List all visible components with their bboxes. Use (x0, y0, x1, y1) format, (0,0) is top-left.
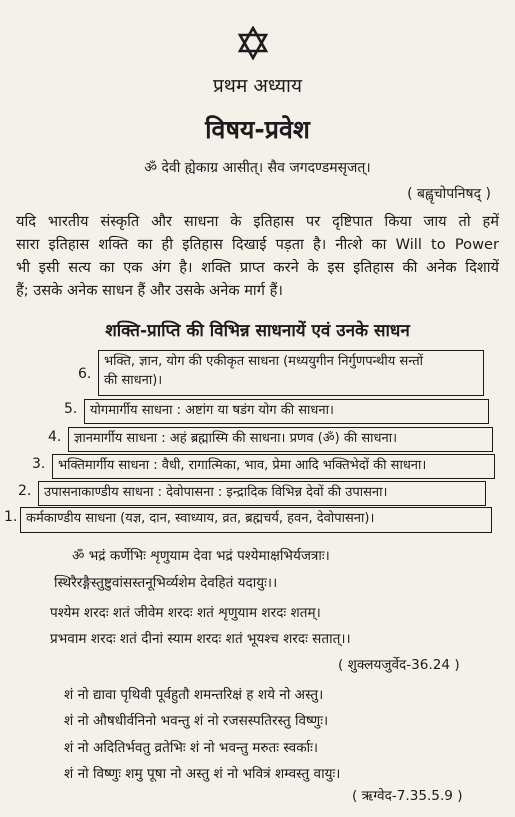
verse-line: शं नो द्यावा पृथिवी पूर्वहुतौ शमन्तरिक्षं ह शये नो अस्तु। (64, 687, 324, 703)
step-box (68, 427, 493, 452)
intro-line: यदि भारतीय संस्कृति और साधना के इतिहास पर दृष्टिपात किया जाय तो हमें (16, 213, 499, 230)
step-text: योगमार्गीय साधना : अष्टांग या षडंग योग की साधना। (90, 403, 334, 418)
verse-line: शं नो अदितिर्भवतु व्रतेभिः शं नो भवन्तु मरुतः स्वर्काः। (64, 740, 319, 756)
verse-line: प्रभवाम शरदः शतं दीनां स्याम शरदः शतं भूयश्च शरदः सतात्।। (50, 631, 351, 647)
verse-line: ॐ भद्रं कर्णेभिः शृणुयाम देवा भद्रं पश्येमाक्षभिर्यजत्राः। (72, 548, 330, 564)
step-text: भक्तिमार्गीय साधना : वैधी, रागात्मिका, भाव, प्रेमा आदि भक्तिभेदों की साधना। (58, 458, 427, 473)
intro-line: भी इसी सत्य का एक अंग है। शक्ति प्राप्त करने के इस इतिहास की अनेक दिशायें (16, 259, 499, 276)
page-title: विषय-प्रवेश (205, 115, 310, 144)
epigraph: ॐ देवी ह्येकाग्र आसीत्। सैव जगदण्डमसृजत्। (144, 160, 371, 176)
verse-source: ( शुक्लयजुर्वेद-36.24 ) (338, 657, 460, 673)
step-box (38, 481, 486, 506)
step-number: 4. (48, 429, 62, 445)
step-text: की साधना)। (104, 373, 163, 388)
intro-line: हैं; उसके अनेक साधन हैं और उसके अनेक मार्ग हैं। (16, 282, 283, 299)
intro-line: सारा इतिहास शक्ति का ही इतिहास दिखाई पड़ता है। नीत्शे का Will to Power (16, 236, 499, 253)
verse-line: पश्येम शरदः शतं जीवेम शरदः शतं शृणुयाम शरदः शतम्। (50, 605, 321, 621)
epigraph-source: ( बह्वृचोपनिषद् ) (407, 186, 491, 202)
step-text: उपासनाकाण्डीय साधना : देवोपासना : इन्द्रादिक विभिन्न देवों की उपासना। (44, 485, 388, 500)
step-number: 6. (78, 366, 92, 382)
step-text: भक्ति, ज्ञान, योग की एकीकृत साधना (मध्ययुगीन निर्गुणपन्थीय सन्तों (104, 354, 424, 369)
step-box (98, 350, 484, 396)
section-subheading: शक्ति-प्राप्ति की विभिन्न साधनायें एवं उनके साधन (105, 321, 410, 341)
step-number: 5. (64, 401, 78, 417)
intro-paragraph (16, 210, 499, 302)
step-number: 2. (18, 483, 32, 499)
verse-line: शं नो औषधीर्वनिनो भवन्तु शं नो रजसस्पतिरस्तु विष्णुः। (64, 713, 329, 729)
verse-line: शं नो विष्णुः शमु पूषा नो अस्तु शं नो भवित्रं शम्वस्तु वायुः। (64, 766, 341, 782)
step-box (52, 454, 495, 479)
verse-line: स्थिरैरङ्गैस्तुष्टुवांसस्तनूभिर्व्यशेम देवहितं यदायुः।। (54, 575, 278, 591)
step-box (84, 399, 489, 424)
chapter-heading: प्रथम अध्याय (213, 75, 302, 97)
step-number: 3. (32, 456, 46, 472)
star-of-david-icon (236, 26, 270, 60)
verse-source: ( ऋग्वेद-7.35.5.9 ) (352, 788, 463, 804)
step-text: कर्मकाण्डीय साधना (यज्ञ, दान, स्वाध्याय, व्रत, ब्रह्मचर्य, हवन, देवोपासना)। (26, 511, 375, 526)
step-box (20, 507, 492, 533)
step-number: 1. (4, 509, 18, 525)
step-text: ज्ञानमार्गीय साधना : अहं ब्रह्मास्मि की साधना। प्रणव (ॐ) की साधना। (74, 431, 397, 446)
